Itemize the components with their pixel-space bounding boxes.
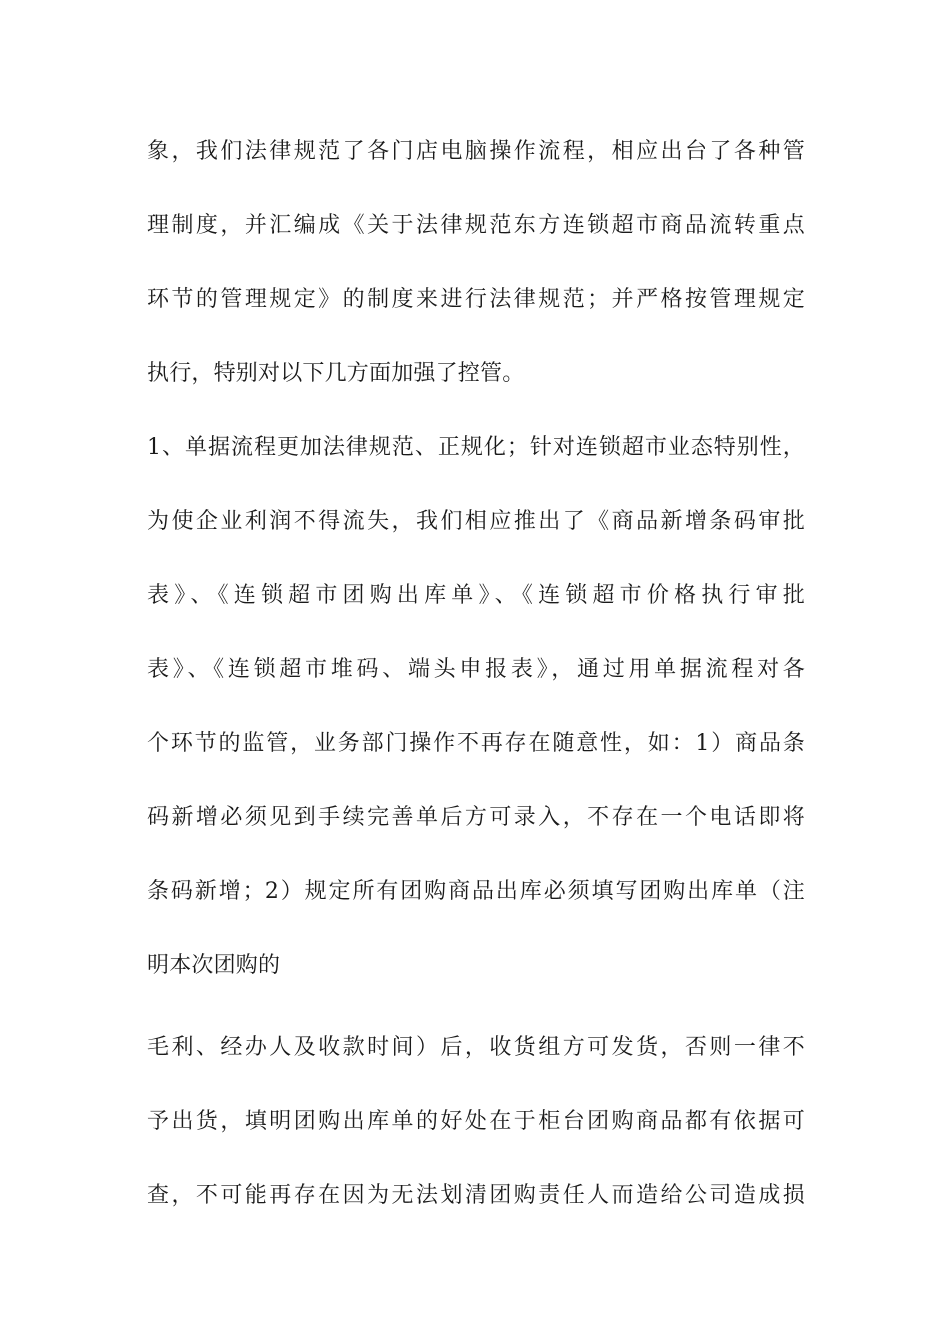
paragraph-line: 明本次团购的 bbox=[147, 953, 281, 978]
paragraph-line: 码新增必须见到手续完善单后方可录入，不存在一个电话即将 bbox=[147, 805, 805, 830]
paragraph-line: 查，不可能再存在因为无法划清团购责任人而造给公司造成损 bbox=[147, 1183, 805, 1208]
paragraph-line: 理制度，并汇编成《关于法律规范东方连锁超市商品流转重点 bbox=[147, 213, 805, 238]
paragraph-line: 执行，特别对以下几方面加强了控管。 bbox=[147, 361, 525, 386]
paragraph-line: 予出货，填明团购出库单的好处在于柜台团购商品都有依据可 bbox=[147, 1109, 805, 1134]
paragraph-line: 表》、《连锁超市团购出库单》、《连锁超市价格执行审批 bbox=[147, 583, 805, 608]
paragraph-line: 表》、《连锁超市堆码、端头申报表》，通过用单据流程对各 bbox=[147, 657, 805, 682]
paragraph-line: 为使企业利润不得流失，我们相应推出了《商品新增条码审批 bbox=[147, 509, 805, 534]
paragraph-line: 1、单据流程更加法律规范、正规化；针对连锁超市业态特别性， bbox=[147, 435, 805, 460]
paragraph-line: 条码新增；2）规定所有团购商品出库必须填写团购出库单（注 bbox=[147, 879, 805, 904]
paragraph-line: 象，我们法律规范了各门店电脑操作流程，相应出台了各种管 bbox=[147, 139, 805, 164]
paragraph-line: 毛利、经办人及收款时间）后，收货组方可发货，否则一律不 bbox=[147, 1035, 805, 1060]
paragraph-line: 个环节的监管，业务部门操作不再存在随意性，如：1）商品条 bbox=[147, 731, 805, 756]
paragraph-line: 环节的管理规定》的制度来进行法律规范；并严格按管理规定 bbox=[147, 287, 805, 312]
